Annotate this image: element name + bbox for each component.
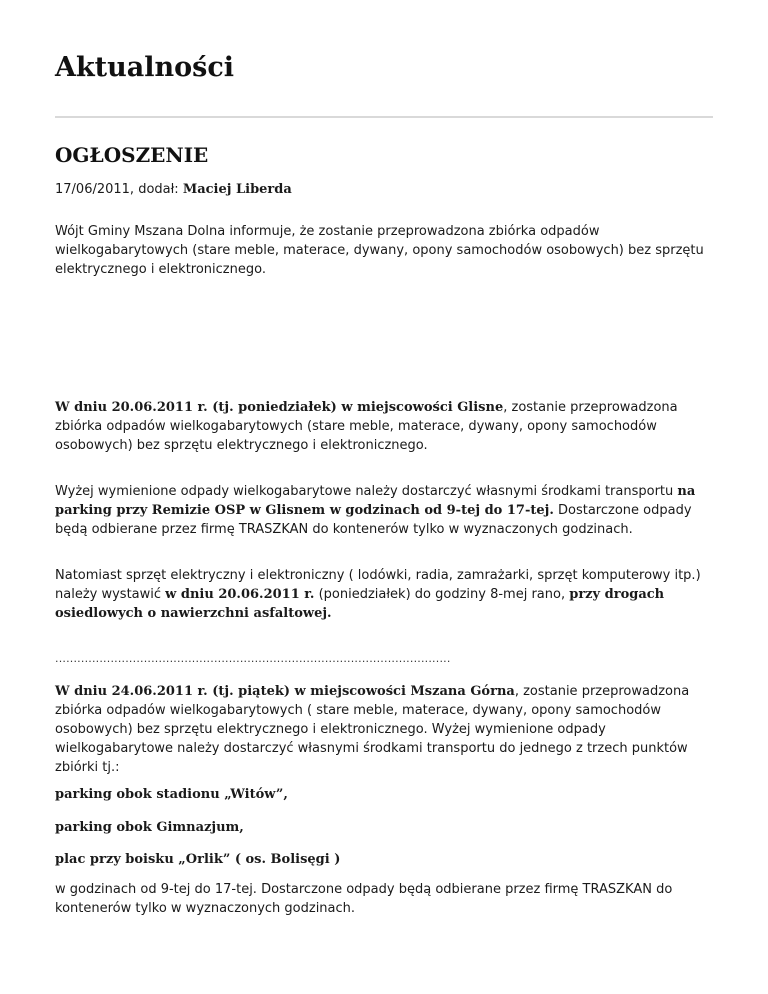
- mszana-text: , zostanie przeprowadzona zbiórka odpadów wielkogabarytowych ( stare meble, materace, dywany, opony samochodów osobowych) bez sprzętu elektrycznego i elektronicznego. Wyżej wymienione odpady wielkogabarytowe należy dostarczyć własnymi środkami transportu do jednego z trzech punktów zbiórki tj.:: [55, 684, 690, 775]
- electronics-place-bold: przy drogach osiedlowych o nawierzchni asfaltowej.: [55, 587, 665, 621]
- intro-paragraph: Wójt Gminy Mszana Dolna informuje, że zostanie przeprowadzona zbiórka odpadów wielkogabarytowych (stare meble, materace, dywany, opony samochodów osobowych) bez sprzętu elektrycznego i elektronicznego.: [55, 224, 704, 277]
- collection-point-1: [55, 785, 725, 804]
- article-meta: [55, 182, 292, 197]
- dotted-separator: ...........................................................................................................: [55, 652, 451, 665]
- mszana-paragraph: [55, 682, 725, 777]
- delivery-text-2: Dostarczone odpady będą odbierane przez firmę TRASZKAN do kontenerów tylko w wyznaczonych godzinach.: [55, 503, 692, 537]
- header-divider: [55, 116, 713, 118]
- article-author: Maciej Liberda: [182, 182, 292, 197]
- collection-point-1-label: parking obok stadionu „Witów”,: [55, 787, 288, 802]
- electronics-text-2: (poniedziałek) do godziny 8-mej rano,: [314, 587, 570, 602]
- collection-point-2: [55, 818, 725, 837]
- delivery-paragraph: [55, 482, 725, 539]
- delivery-location-bold: na parking przy Remizie OSP w Glisnem w godzinach od 9-tej do 17-tej.: [55, 484, 696, 518]
- delivery-text-1: Wyżej wymienione odpady wielkogabarytowe należy dostarczyć własnymi środkami transportu: [55, 484, 678, 499]
- collection-point-3-label: plac przy boisku „Orlik” ( os. Bolisęgi ): [55, 852, 341, 867]
- glisne-text: , zostanie przeprowadzona zbiórka odpadów wielkogabarytowych (stare meble, materace, dywany, opony samochodów osobowych) bez sprzętu elektrycznego i elektronicznego.: [55, 400, 678, 453]
- collection-point-2-label: parking obok Gimnazjum,: [55, 820, 244, 835]
- electronics-text-1: Natomiast sprzęt elektryczny i elektroniczny ( lodówki, radia, zamrażarki, sprzęt komputerowy itp.) należy wystawić: [55, 568, 701, 602]
- mszana-date-bold: W dniu 24.06.2011 r. (tj. piątek) w miejscowości Mszana Górna: [55, 684, 515, 699]
- collection-point-3: [55, 850, 725, 869]
- electronics-paragraph: [55, 566, 725, 623]
- glisne-paragraph: [55, 398, 725, 455]
- article-title: OGŁOSZENIE: [55, 143, 209, 167]
- hours-paragraph: w godzinach od 9-tej do 17-tej. Dostarczone odpady będą odbierane przez firmę TRASZKAN do kontenerów tylko w wyznaczonych godzinach.: [55, 882, 673, 916]
- article-date: 17/06/2011, dodał:: [55, 182, 183, 197]
- page-title: Aktualności: [55, 52, 235, 83]
- electronics-date-bold: w dniu 20.06.2011 r.: [165, 587, 315, 602]
- glisne-date-bold: W dniu 20.06.2011 r. (tj. poniedziałek) w miejscowości Glisne: [55, 400, 504, 415]
